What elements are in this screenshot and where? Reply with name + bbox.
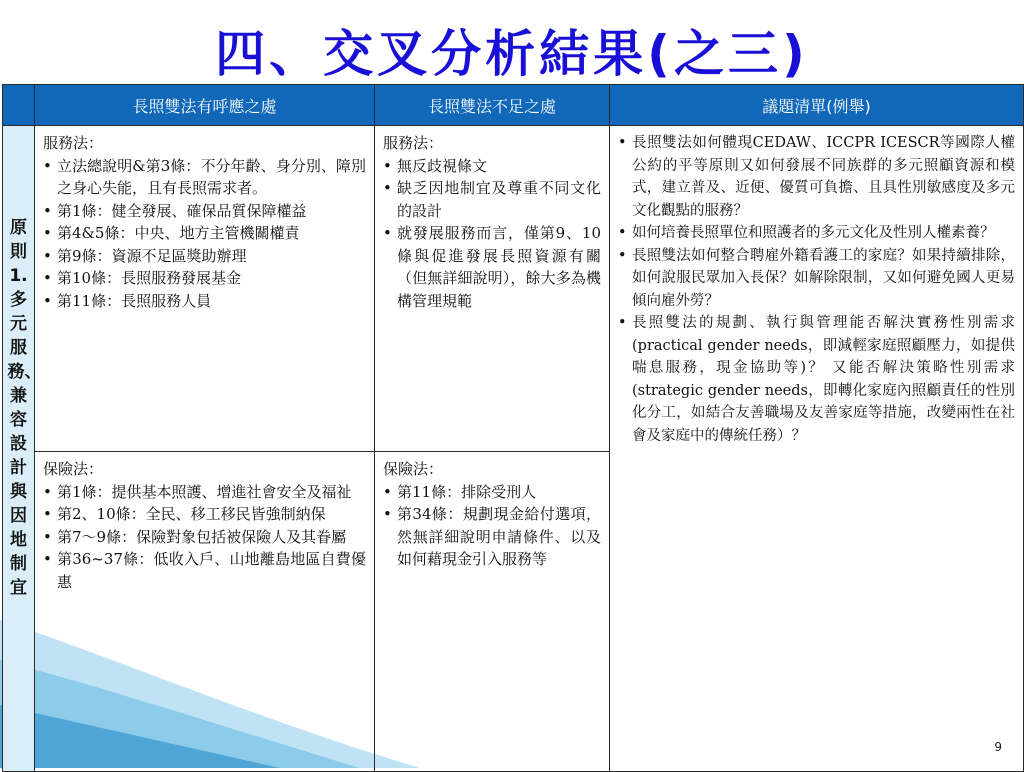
- insurance-lacks-heading: 保險法：: [383, 460, 444, 478]
- issues-cell: [610, 126, 1024, 772]
- list-item: • 無反歧視條文: [383, 155, 601, 178]
- list-item: • 第34條：規劃現金給付選項，然無詳細說明申請條件、以及如何藉現金引入服務等: [383, 503, 601, 571]
- list-item: • 長照雙法如何體現CEDAW、ICCPR ICESCR等國際人權公約的平等原則又如何發展不同族群的多元照顧資源和模式，建立普及、近便、優質可負擔、且具性別敏感度及多元文化觀點的服務？: [618, 132, 1015, 222]
- service-lacks-heading: 服務法：: [383, 134, 444, 152]
- service-responds-heading: 服務法：: [43, 134, 104, 152]
- service-lacks-cell: [375, 126, 610, 452]
- insurance-responds-heading: 保險法：: [43, 460, 104, 478]
- analysis-table: [2, 84, 1024, 772]
- list-item: • 第11條：長照服務人員: [43, 290, 366, 313]
- list-item: • 缺乏因地制宜及尊重不同文化的設計: [383, 177, 601, 222]
- insurance-responds-cell: [35, 452, 375, 772]
- issues-list: [618, 132, 1015, 447]
- list-item: • 第2、10條：全民、移工移民皆強制納保: [43, 503, 366, 526]
- list-item: • 第4&5條：中央、地方主管機關權責: [43, 222, 366, 245]
- service-lacks-list: [383, 155, 601, 313]
- list-item: • 長照雙法的規劃、執行與管理能否解決實務性別需求(practical gender needs，即減輕家庭照顧壓力，如提供喘息服務，現金協助等)？ 又能否解決策略性別需求(strategic gender needs，即轉化家庭內照顧責任的性別化分工，如結合友善職場及友善家庭等措施，改變兩性在社會及家庭中的傳統任務）？: [618, 312, 1015, 447]
- list-item: • 第9條：資源不足區獎助辦理: [43, 245, 366, 268]
- service-responds-list: [43, 155, 366, 313]
- slide-title: 四、交叉分析結果(之三): [215, 25, 809, 83]
- list-item: • 第1條：健全發展、確保品質保障權益: [43, 200, 366, 223]
- page-number: 9: [994, 740, 1002, 754]
- row-label-cell: [3, 126, 42, 772]
- header-row: [3, 85, 1024, 126]
- list-item: • 立法總說明&第3條：不分年齡、身分別、障別之身心失能，且有長照需求者。: [43, 155, 366, 200]
- header-issues: 議題清單(例舉): [610, 85, 1024, 126]
- list-item: • 就發展服務而言，僅第9、10條與促進發展長照資源有關（但無詳細說明），餘大多為機構管理規範: [383, 222, 601, 312]
- insurance-lacks-cell: [375, 452, 610, 772]
- list-item: • 第11條：排除受刑人: [383, 481, 601, 504]
- service-responds-cell: [35, 126, 375, 452]
- insurance-responds-list: [43, 481, 366, 594]
- list-item: • 第10條：長照服務發展基金: [43, 267, 366, 290]
- header-lacks: 長照雙法不足之處: [375, 85, 610, 126]
- insurance-lacks-list: [383, 481, 601, 571]
- list-item: • 第7～9條：保險對象包括被保險人及其眷屬: [43, 526, 366, 549]
- list-item: • 第36~37條：低收入戶、山地離島地區自費優惠: [43, 548, 366, 593]
- header-responds: 長照雙法有呼應之處: [35, 85, 375, 126]
- list-item: • 第1條：提供基本照護、增進社會安全及福祉: [43, 481, 366, 504]
- header-corner: [3, 85, 35, 126]
- list-item: • 長照雙法如何整合聘雇外籍看護工的家庭？如果持續排除，如何說服民眾加入長保？如解除限制，又如何避免國人更易傾向雇外勞？: [618, 245, 1015, 313]
- service-law-row: [3, 126, 1024, 452]
- row-label: 原則1.多元服務、兼容設計與因地制宜: [7, 218, 42, 598]
- list-item: • 如何培養長照單位和照護者的多元文化及性別人權素養？: [618, 222, 1015, 245]
